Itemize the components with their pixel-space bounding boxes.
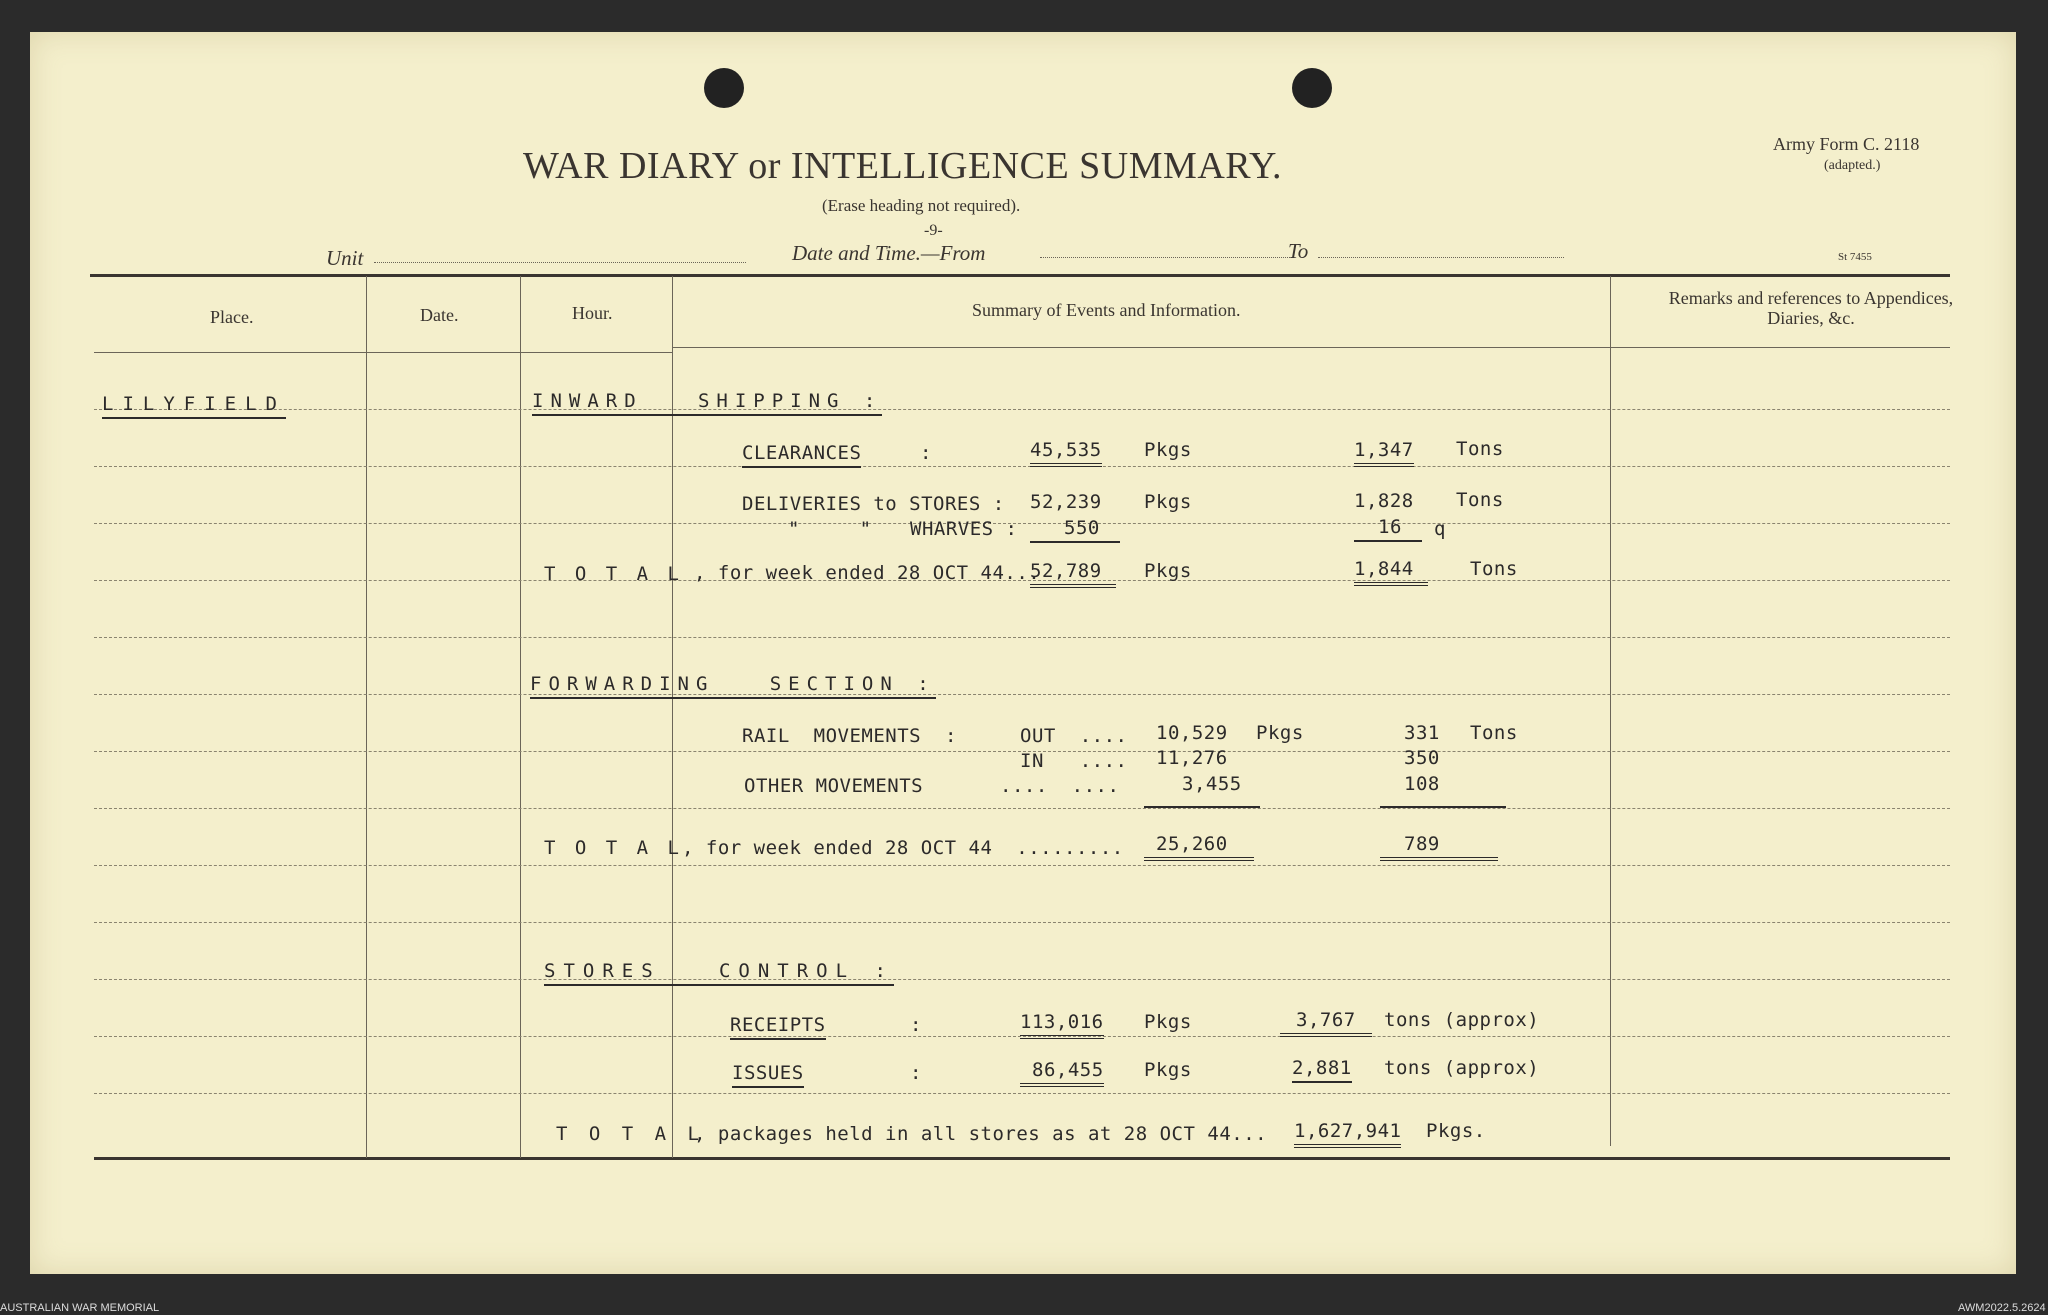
punch-hole-right [1292,68,1332,108]
inward-shipping-heading: INWARD SHIPPING : [532,390,882,416]
forwarding-total-tons: 789 [1380,833,1498,861]
forwarding-total-label: T O T A L [544,837,683,859]
wharves-label: WHARVES : [910,518,1018,540]
issues-colon: : [910,1062,922,1084]
army-form-number: Army Form C. 2118 [1773,134,1920,154]
row-rule [94,922,1950,923]
inward-total-label: T O T A L [544,563,683,585]
inward-total-text: , for week ended 28 OCT 44... [694,562,1041,584]
forwarding-sum-rule-tons [1380,806,1506,808]
stores-control-heading: STORES CONTROL : [544,960,894,986]
stock-number: St 7455 [1838,251,1872,263]
date-time-label: Date and Time.—From [792,241,986,265]
forwarding-total-text: , for week ended 28 OCT 44 ......... [682,837,1124,859]
other-movements-pkgs: 3,455 [1182,773,1242,795]
rail-out-pkgs: 10,529 [1156,722,1228,744]
diary-sheet [30,32,2016,1274]
table-bottom-rule [94,1157,1950,1160]
row-rule [94,865,1950,866]
forwarding-sum-rule-pkgs [1144,806,1260,808]
footer-accession-number: AWM2022.5.2624 [1958,1302,2046,1314]
forwarding-total-pkgs: 25,260 [1144,833,1254,861]
issues-pkgs-unit: Pkgs [1144,1059,1192,1081]
col-header-date: Date. [420,305,459,325]
wharves-ditto: " " [788,518,872,540]
inward-total-pkgs-unit: Pkgs [1144,560,1192,582]
header-rule-left [94,352,672,353]
deliveries-tons: 1,828 [1354,490,1414,512]
unit-field-line [374,262,746,263]
to-field-line [1318,257,1564,258]
issues-tons-approx: tons (approx) [1384,1057,1540,1079]
receipts-tons-approx: tons (approx) [1384,1009,1540,1031]
row-rule [94,979,1950,980]
rail-out-pkgs-unit: Pkgs [1256,722,1304,744]
stores-total-pkgs: 1,627,941 [1294,1120,1401,1148]
row-rule [94,1093,1950,1094]
stores-total-text: , packages held in all stores as at 28 OCT 44... [694,1123,1268,1145]
deliveries-pkgs: 52,239 [1030,491,1102,513]
to-label: To [1288,239,1309,263]
issues-pkgs: 86,455 [1020,1059,1104,1087]
stores-total-label: T O T A L [556,1123,704,1145]
receipts-pkgs: 113,016 [1020,1011,1104,1039]
erase-note: (Erase heading not required). [822,196,1021,215]
inward-total-tons: 1,844 [1354,558,1428,586]
adapted-note: (adapted.) [1824,158,1881,173]
wharves-tons: 16 [1354,516,1422,542]
forwarding-section-heading: FORWARDING SECTION : [530,673,936,699]
rail-out-label: OUT .... [1020,725,1128,747]
row-rule [94,523,1950,524]
row-rule [94,409,1950,410]
rail-out-tons-unit: Tons [1470,722,1518,744]
receipts-label: RECEIPTS [730,1014,826,1040]
stores-total-unit: Pkgs. [1426,1120,1486,1142]
unit-label: Unit [326,246,364,270]
other-movements-label: OTHER MOVEMENTS [744,775,924,797]
issues-label: ISSUES [732,1062,804,1088]
receipts-tons: 3,767 [1280,1009,1372,1037]
col-divider-summary [1610,276,1611,1146]
header-rule-right [672,347,1950,348]
row-rule [94,694,1950,695]
col-header-remarks: Remarks and references to Appendices, Diaries, &c. [1668,288,1954,328]
page-mark: -9- [924,222,943,239]
rail-in-tons: 350 [1404,747,1440,769]
deliveries-tons-unit: Tons [1456,489,1504,511]
clearances-label: CLEARANCES [742,442,861,468]
row-rule [94,637,1950,638]
wharves-unit: q [1434,518,1446,540]
rail-out-tons: 331 [1404,722,1440,744]
place-entry: LILYFIELD [102,393,286,419]
other-movements-dots: .... .... [1000,775,1120,797]
wharves-pkgs: 550 [1030,517,1120,543]
clearances-colon: : [920,442,932,464]
row-rule [94,808,1950,809]
form-title: WAR DIARY or INTELLIGENCE SUMMARY. [523,145,1283,187]
row-rule [94,466,1950,467]
rail-in-pkgs: 11,276 [1156,747,1228,769]
col-header-summary: Summary of Events and Information. [972,300,1241,320]
receipts-pkgs-unit: Pkgs [1144,1011,1192,1033]
clearances-pkgs: 45,535 [1030,439,1102,467]
punch-hole-left [704,68,744,108]
clearances-pkgs-unit: Pkgs [1144,439,1192,461]
clearances-tons-unit: Tons [1456,438,1504,460]
clearances-tons: 1,347 [1354,439,1414,467]
other-movements-tons: 108 [1404,773,1440,795]
table-top-rule [90,274,1950,277]
inward-total-tons-unit: Tons [1470,558,1518,580]
col-header-hour: Hour. [572,303,613,323]
issues-tons: 2,881 [1292,1057,1352,1083]
deliveries-pkgs-unit: Pkgs [1144,491,1192,513]
rail-in-label: IN .... [1020,750,1128,772]
footer-credit: AUSTRALIAN WAR MEMORIAL [0,1302,160,1314]
from-field-line [1040,257,1294,258]
rail-movements-label: RAIL MOVEMENTS : [742,725,957,747]
inward-total-pkgs: 52,789 [1030,560,1116,588]
col-header-place: Place. [210,307,254,327]
deliveries-label: DELIVERIES to STORES : [742,493,1005,515]
receipts-colon: : [910,1014,922,1036]
